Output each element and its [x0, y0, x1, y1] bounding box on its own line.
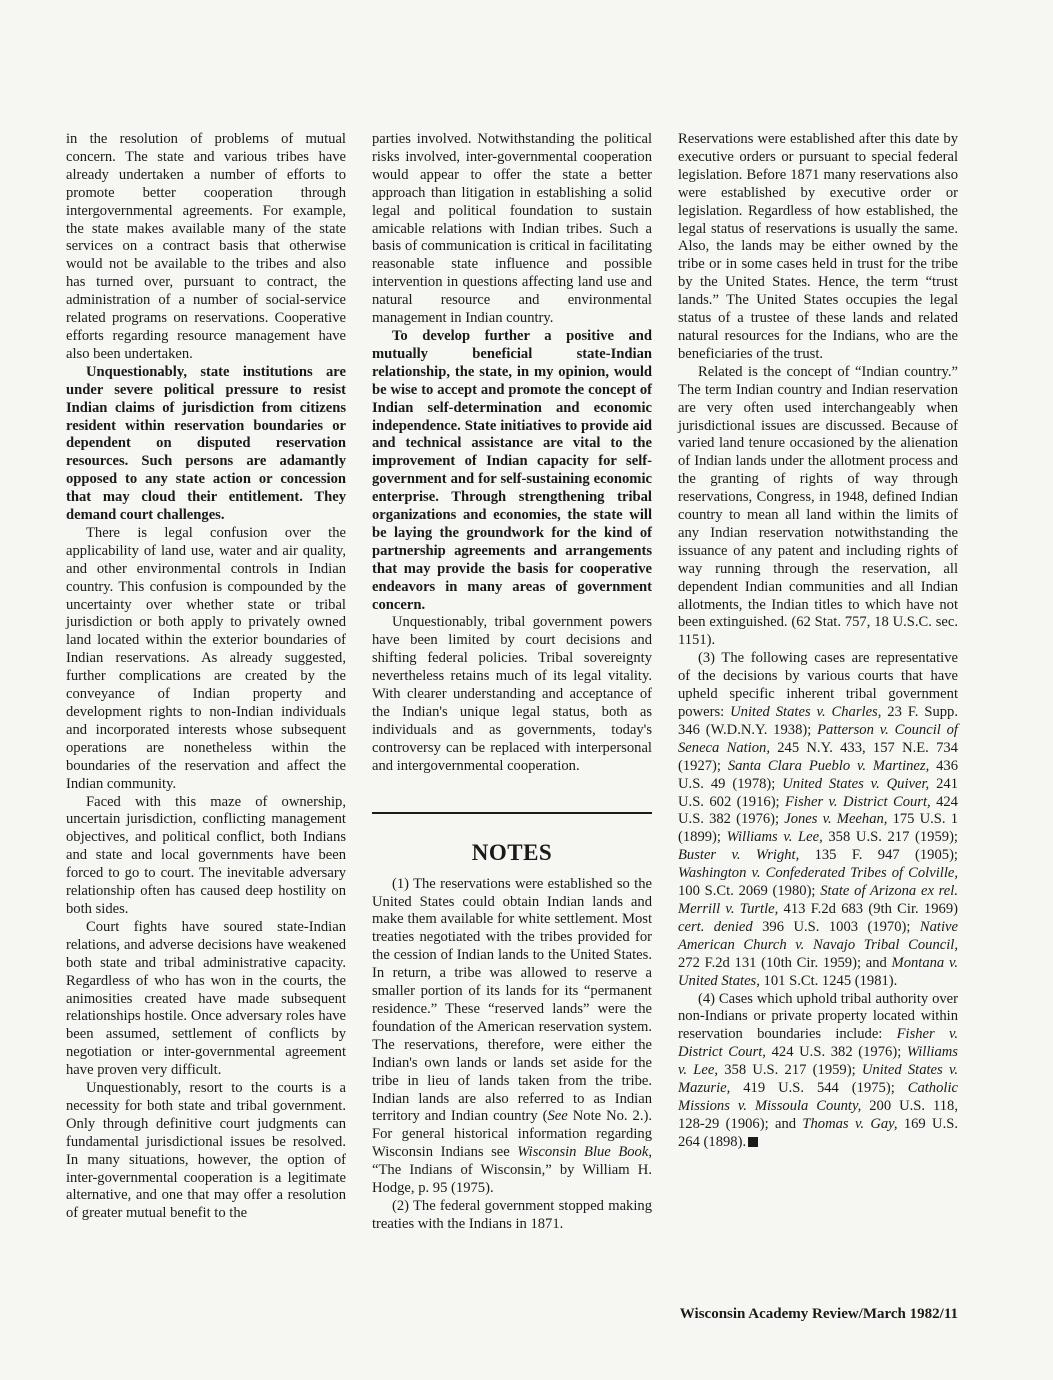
paragraph: in the resolution of problems of mutual concern. The state and various tribes have already undertaken a number of efforts to promote better cooperation through intergovernmental agreements. For example, the state makes available many of the state services on a contract basis that otherwise would not be available to the tribes and also has turned over, pursuant to contract, the administration of a number of social-service related programs on reservations. Cooperative efforts regarding resource management have also been undertaken. [66, 131, 346, 362]
column-1 [66, 131, 346, 1223]
paragraph: Unquestionably, resort to the courts is a necessity for both state and tribal government. Only through definitive court judgments can fundamental jurisdictional issues be resolved. In many situations, however, the option of inter-governmental cooperation is a legitimate alternative, and one that may offer a resolution of greater mutual benefit to the [66, 1080, 346, 1222]
paragraph: Faced with this maze of ownership, uncertain jurisdiction, conflicting management objectives, and political conflict, both Indians and state and local governments have been forced to go to court. The inevitable adversary relationship often has caused deep hostility on both sides. [66, 793, 346, 917]
note-2-continued: Reservations were established after this date by executive orders or pursuant to special federal legislation. Before 1871 many reservations also were established by executive order or legislation. Regardless of how established, the legal status of reservations is usually the same. Also, the lands may be either owned by the tribe or in some cases held in trust for the tribe by the United States. Hence, the term “trust lands.” The United States occupies the legal status of a trustee of these lands and related natural resources for the Indians, who are the beneficiaries of the trust. [678, 131, 958, 362]
end-of-article-square-icon [748, 1137, 758, 1147]
column-2 [372, 131, 652, 1234]
paragraph: parties involved. Notwithstanding the political risks involved, inter-governmental cooperation would appear to offer the state a better approach than litigation in establishing a solid legal and political foundation to sustain amicable relations with Indian tribes. Such a basis of communication is critical in facilitating reasonable state influence and possible intervention in questions affecting land use and natural resource and environmental management in Indian country. [372, 131, 652, 327]
column-3 [678, 131, 958, 1152]
paragraph: Court fights have soured state-Indian relations, and adverse decisions have weakened both state and tribal administrative capacity. Regardless of who has won in the courts, the animosities created have made subsequent relationships hostile. Once adversary roles have been assumed, settlement of conflicts by negotiation or inter-governmental agreement have proven very difficult. [66, 918, 346, 1079]
paragraph-bold: To develop further a positive and mutually beneficial state-Indian relationship, the state, in my opinion, would be wise to accept and promote the concept of Indian self-determination and economic independence. State initiatives to provide aid and technical assistance are vital to the improvement of Indian capacity for self-government and for self-sustaining economic enterprise. Through strengthening tribal organizations and economies, the state will be laying the groundwork for the kind of partnership agreements and arrangements that may provide the basis for cooperative endeavors in many areas of government concern. [372, 327, 652, 613]
section-divider [372, 812, 652, 814]
notes-heading: NOTES [471, 839, 553, 865]
paragraph: There is legal confusion over the applicability of land use, water and air quality, and other environmental controls in Indian country. This confusion is compounded by the uncertainty over whether state or tribal jurisdiction or both apply to privately owned land located within the exterior boundaries of Indian reservations. As already suggested, further complications are created by the conveyance of Indian property and development rights to non-Indian individuals and incorporated interests whose subsequent operations are nonetheless within the boundaries of the reservation and affect the Indian community. [66, 524, 346, 792]
note-3: (3) The following cases are representative of the decisions by various courts that have upheld specific inherent tribal government powers: United States v. Charles, 23 F. Supp. 346 (W.D.N.Y. 1938); Patterson v. Council of Seneca Nation, 245 N.Y. 433, 157 N.E. 734 (1927); Santa Clara Pueblo v. Martinez, 436 U.S. 49 (1978); United States v. Quiver, 241 U.S. 602 (1916); Fisher v. District Court, 424 U.S. 382 (1976); Jones v. Meehan, 175 U.S. 1 (1899); Williams v. Lee, 358 U.S. 217 (1959); Buster v. Wright, 135 F. 947 (1905); Washington v. Confederated Tribes of Colville, 100 S.Ct. 2069 (1980); State of Arizona ex rel. Merrill v. Turtle, 413 F.2d 683 (9th Cir. 1969) cert. denied 396 U.S. 1003 (1970); Native American Church v. Navajo Tribal Council, 272 F.2d 131 (10th Cir. 1959); and Montana v. United States, 101 S.Ct. 1245 (1981). [678, 650, 958, 989]
paragraph: Related is the concept of “Indian country.” The term Indian country and Indian reservation are very often used interchangeably when jurisdictional issues are discussed. Because of varied land tenure occasioned by the alienation of Indian lands under the allotment process and the granting of rights of way through reservations, Congress, in 1948, defined Indian country to mean all land within the limits of any Indian reservation notwithstanding the issuance of any patent and including rights of way running through the reservation, all dependent Indian communities and all Indian allotments, the Indian titles to which have not been extinguished. (62 Stat. 757, 18 U.S.C. sec. 1151). [678, 363, 958, 649]
note-2: (2) The federal government stopped making treaties with the Indians in 1871. [372, 1197, 652, 1232]
note-1: (1) The reservations were established so the United States could obtain Indian lands and make them available for white settlement. Most treaties negotiated with the tribes provided for the cession of Indian lands to the United States. In return, a tribe was allowed to reserve a smaller portion of its lands for its “permanent residence.” These “reserved lands” were the foundation of the American reservation system. The reservations, therefore, were either the Indian's own lands or lands set aside for the tribe in lieu of lands taken from the tribe. Indian lands are also referred to as Indian territory and Indian country (See Note No. 2.). For general historical information regarding Wisconsin Indians see Wisconsin Blue Book, “The Indians of Wisconsin,” by William H. Hodge, p. 95 (1975). [372, 875, 652, 1197]
paragraph-bold: Unquestionably, state institutions are under severe political pressure to resist Indian claims of jurisdiction from citizens resident within reservation boundaries or dependent on disputed reservation resources. Such persons are adamantly opposed to any state action or concession that may cloud their entitlement. They demand court challenges. [66, 363, 346, 524]
note-4: (4) Cases which uphold tribal authority over non-Indians or private property located within reservation boundaries include: Fisher v. District Court, 424 U.S. 382 (1976); Williams v. Lee, 358 U.S. 217 (1959); United States v. Mazurie, 419 U.S. 544 (1975); Catholic Missions v. Missoula County, 200 U.S. 118, 128-29 (1906); and Thomas v. Gay, 169 U.S. 264 (1898). [678, 990, 958, 1150]
paragraph: Unquestionably, tribal government powers have been limited by court decisions and shifting federal policies. Tribal sovereignty nevertheless retains much of its legal vitality. With clearer understanding and acceptance of the Indian's unique legal status, both as individuals and as governments, today's controversy can be replaced with interpersonal and intergovernmental cooperation. [372, 614, 652, 774]
page-footer: Wisconsin Academy Review/March 1982/11 [679, 1306, 958, 1322]
